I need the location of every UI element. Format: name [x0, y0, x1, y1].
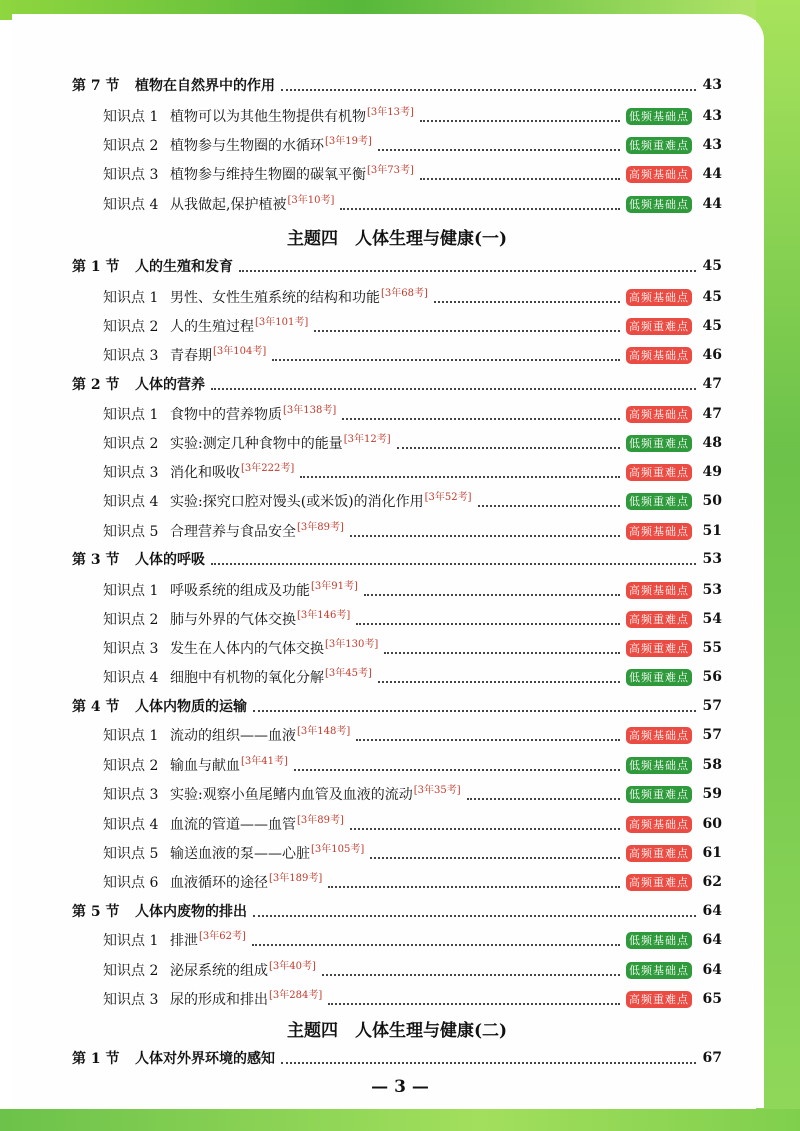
section-number: 第 1 节 [72, 259, 120, 275]
exam-frequency-note: [3年41考] [241, 755, 288, 767]
dot-leader [378, 149, 620, 151]
toc-section-row[interactable] [72, 72, 722, 98]
toc-knowledge-point-row[interactable] [103, 781, 722, 807]
page-number: 65 [702, 991, 722, 1007]
knowledge-point-number: 知识点 1 [103, 583, 159, 599]
knowledge-point-number: 知识点 2 [103, 436, 159, 452]
dot-leader [378, 681, 620, 683]
page-number: 58 [702, 757, 722, 773]
dot-leader [356, 739, 620, 741]
toc-knowledge-point-row[interactable] [103, 752, 722, 778]
knowledge-point-number: 知识点 5 [103, 524, 159, 540]
page-number: 61 [702, 845, 722, 861]
knowledge-point-number: 知识点 3 [103, 348, 159, 364]
dot-leader [328, 1003, 620, 1005]
page-number: 48 [702, 435, 722, 451]
page-number: 44 [702, 196, 722, 212]
dot-leader [420, 178, 620, 180]
exam-frequency-note: [3年40考] [269, 960, 316, 972]
toc-knowledge-point-row[interactable] [103, 313, 722, 339]
dot-leader [478, 505, 620, 507]
exam-frequency-note: [3年73考] [367, 164, 414, 176]
knowledge-point-title: 呼吸系统的组成及功能 [170, 583, 310, 599]
knowledge-point-title: 男性、女性生殖系统的结构和功能 [170, 290, 380, 306]
knowledge-point-title: 细胞中有机物的氧化分解 [170, 670, 324, 686]
knowledge-point-title: 输送血液的泵——心脏 [170, 846, 310, 862]
knowledge-point-title: 流动的组织——血液 [170, 728, 296, 744]
difficulty-badge: 低频重难点 [626, 669, 692, 686]
section-title: 人体对外界环境的感知 [135, 1051, 275, 1067]
dot-leader [434, 301, 620, 303]
page-number: 47 [702, 376, 722, 392]
difficulty-badge: 高频重难点 [626, 874, 692, 891]
dot-leader [253, 915, 696, 917]
knowledge-point-title: 实验:探究口腔对馒头(或米饭)的消化作用 [170, 494, 424, 510]
difficulty-badge: 低频基础点 [626, 108, 692, 125]
exam-frequency-note: [3年101考] [255, 316, 309, 328]
exam-frequency-note: [3年146考] [297, 609, 351, 621]
dot-leader [252, 944, 620, 946]
section-number: 第 2 节 [72, 377, 120, 393]
page-number: 62 [702, 874, 722, 890]
toc-knowledge-point-row[interactable] [103, 986, 722, 1012]
toc-knowledge-point-row[interactable] [103, 635, 722, 661]
dot-leader [384, 652, 620, 654]
difficulty-badge: 高频基础点 [626, 347, 692, 364]
difficulty-badge: 低频基础点 [626, 932, 692, 949]
difficulty-badge: 高频重难点 [626, 845, 692, 862]
knowledge-point-number: 知识点 4 [103, 817, 159, 833]
page-number: 47 [702, 406, 722, 422]
knowledge-point-title: 消化和吸收 [170, 465, 240, 481]
difficulty-badge: 高频重难点 [626, 318, 692, 335]
knowledge-point-number: 知识点 5 [103, 846, 159, 862]
section-number: 第 4 节 [72, 699, 120, 715]
knowledge-point-number: 知识点 2 [103, 612, 159, 628]
dot-leader [300, 476, 620, 478]
knowledge-point-number: 知识点 1 [103, 933, 159, 949]
dot-leader [340, 208, 620, 210]
page-number: 64 [702, 932, 722, 948]
toc-knowledge-point-row[interactable] [103, 488, 722, 514]
toc-knowledge-point-row[interactable] [103, 191, 722, 217]
exam-frequency-note: [3年52考] [424, 491, 472, 503]
toc-knowledge-point-row[interactable] [103, 161, 722, 187]
toc-knowledge-point-row[interactable] [103, 342, 722, 368]
dot-leader [397, 447, 620, 449]
knowledge-point-title: 输血与献血 [170, 758, 240, 774]
dot-leader [342, 418, 620, 420]
dot-leader [356, 623, 620, 625]
difficulty-badge: 低频重难点 [626, 493, 692, 510]
page-number: 54 [702, 611, 722, 627]
toc-section-row[interactable] [72, 693, 722, 719]
toc-knowledge-point-row[interactable] [103, 132, 722, 158]
knowledge-point-title: 食物中的营养物质 [170, 407, 282, 423]
knowledge-point-number: 知识点 4 [103, 670, 159, 686]
toc-knowledge-point-row[interactable] [103, 811, 722, 837]
difficulty-badge: 高频基础点 [626, 523, 692, 540]
page-number: 45 [702, 258, 722, 274]
page-number: 57 [702, 727, 722, 743]
page-number: 45 [702, 289, 722, 305]
toc-knowledge-point-row[interactable] [103, 518, 722, 544]
toc-knowledge-point-row[interactable] [103, 869, 722, 895]
page-number: 44 [702, 166, 722, 182]
difficulty-badge: 高频基础点 [626, 406, 692, 423]
knowledge-point-title: 尿的形成和排出 [170, 992, 268, 1008]
dot-leader [314, 330, 620, 332]
exam-frequency-note: [3年104考] [213, 345, 267, 357]
exam-frequency-note: [3年148考] [297, 725, 351, 737]
page-number: 55 [702, 640, 722, 656]
dot-leader [294, 769, 620, 771]
knowledge-point-number: 知识点 1 [103, 407, 159, 423]
knowledge-point-title: 血流的管道——血管 [170, 817, 296, 833]
difficulty-badge: 高频基础点 [626, 816, 692, 833]
exam-frequency-note: [3年89考] [297, 521, 344, 533]
section-title: 人体内物质的运输 [135, 699, 247, 715]
section-title: 人体内废物的排出 [135, 904, 247, 920]
knowledge-point-title: 人的生殖过程 [170, 319, 254, 335]
toc-section-row[interactable] [72, 898, 722, 924]
footer-page-number: — 3 — [371, 1077, 429, 1097]
page-number: 51 [702, 523, 722, 539]
dot-leader [364, 594, 620, 596]
exam-frequency-note: [3年62考] [199, 930, 246, 942]
knowledge-point-title: 合理营养与食品安全 [170, 524, 296, 540]
exam-frequency-note: [3年68考] [381, 287, 428, 299]
exam-frequency-note: [3年105考] [311, 843, 365, 855]
knowledge-point-title: 血液循环的途径 [170, 875, 268, 891]
toc-section-row[interactable] [72, 371, 722, 397]
difficulty-badge: 高频重难点 [626, 640, 692, 657]
dot-leader [272, 359, 620, 361]
difficulty-badge: 高频重难点 [626, 991, 692, 1008]
knowledge-point-title: 实验:测定几种食物中的能量 [170, 436, 343, 452]
page-number: 67 [702, 1050, 722, 1066]
dot-leader [328, 886, 620, 888]
knowledge-point-title: 植物参与维持生物圈的碳氧平衡 [170, 167, 366, 183]
dot-leader [350, 828, 620, 830]
section-number: 第 1 节 [72, 1051, 120, 1067]
exam-frequency-note: [3年12考] [343, 433, 391, 445]
exam-frequency-note: [3年10考] [287, 194, 335, 206]
theme-heading: 主题四 人体生理与健康(二) [286, 1021, 508, 1041]
exam-frequency-note: [3年89考] [297, 814, 344, 826]
difficulty-badge: 低频重难点 [626, 137, 692, 154]
difficulty-badge: 高频重难点 [626, 611, 692, 628]
toc-knowledge-point-row[interactable] [103, 957, 722, 983]
exam-frequency-note: [3年130考] [325, 638, 379, 650]
page-number: 64 [702, 903, 722, 919]
knowledge-point-number: 知识点 4 [103, 197, 159, 213]
knowledge-point-number: 知识点 1 [103, 728, 159, 744]
section-number: 第 5 节 [72, 904, 120, 920]
knowledge-point-title: 排泄 [170, 933, 198, 949]
toc-section-row[interactable] [72, 1045, 722, 1071]
difficulty-badge: 低频重难点 [626, 435, 692, 452]
knowledge-point-number: 知识点 2 [103, 963, 159, 979]
toc-knowledge-point-row[interactable] [103, 577, 722, 603]
knowledge-point-title: 肺与外界的气体交换 [170, 612, 296, 628]
dot-leader [350, 535, 620, 537]
knowledge-point-title: 实验:观察小鱼尾鳍内血管及血液的流动 [170, 787, 413, 803]
difficulty-badge: 低频重难点 [626, 786, 692, 803]
page-number: 59 [702, 786, 722, 802]
knowledge-point-number: 知识点 1 [103, 290, 159, 306]
exam-frequency-note: [3年284考] [269, 989, 323, 1001]
knowledge-point-title: 青春期 [170, 348, 212, 364]
dot-leader [370, 857, 620, 859]
knowledge-point-title: 发生在人体内的气体交换 [170, 641, 324, 657]
page-number: 53 [702, 551, 722, 567]
toc-knowledge-point-row[interactable] [103, 927, 722, 953]
dot-leader [211, 388, 696, 390]
dot-leader [420, 120, 620, 122]
page-number: 43 [702, 77, 722, 93]
toc-knowledge-point-row[interactable] [103, 103, 722, 129]
difficulty-badge: 高频基础点 [626, 166, 692, 183]
toc-knowledge-point-row[interactable] [103, 722, 722, 748]
page-number: 53 [702, 582, 722, 598]
difficulty-badge: 低频基础点 [626, 196, 692, 213]
toc-section-row[interactable] [72, 546, 722, 572]
section-title: 人体的呼吸 [135, 552, 205, 568]
difficulty-badge: 高频基础点 [626, 289, 692, 306]
difficulty-badge: 高频基础点 [626, 582, 692, 599]
exam-frequency-note: [3年35考] [413, 784, 461, 796]
page-number: 46 [702, 347, 722, 363]
knowledge-point-number: 知识点 1 [103, 109, 159, 125]
page-number: 45 [702, 318, 722, 334]
green-frame-bottom [0, 1109, 800, 1131]
difficulty-badge: 低频基础点 [626, 757, 692, 774]
section-title: 人体的营养 [135, 377, 205, 393]
dot-leader [253, 710, 696, 712]
dot-leader [467, 798, 620, 800]
dot-leader [281, 1062, 696, 1064]
toc-knowledge-point-row[interactable] [103, 401, 722, 427]
toc-knowledge-point-row[interactable] [103, 664, 722, 690]
section-title: 植物在自然界中的作用 [135, 78, 275, 94]
theme-heading: 主题四 人体生理与健康(一) [286, 229, 508, 249]
toc-knowledge-point-row[interactable] [103, 459, 722, 485]
knowledge-point-title: 泌尿系统的组成 [170, 963, 268, 979]
exam-frequency-note: [3年45考] [325, 667, 372, 679]
page-number: 43 [702, 137, 722, 153]
toc-knowledge-point-row[interactable] [103, 840, 722, 866]
knowledge-point-title: 从我做起,保护植被 [170, 197, 287, 213]
knowledge-point-number: 知识点 3 [103, 167, 159, 183]
knowledge-point-number: 知识点 2 [103, 319, 159, 335]
knowledge-point-number: 知识点 2 [103, 758, 159, 774]
exam-frequency-note: [3年13考] [367, 106, 414, 118]
dot-leader [281, 89, 696, 91]
page-number: 49 [702, 464, 722, 480]
page-number: 64 [702, 962, 722, 978]
dot-leader [211, 563, 696, 565]
page-number: 56 [702, 669, 722, 685]
knowledge-point-title: 植物参与生物圈的水循环 [170, 138, 324, 154]
page-number: 43 [702, 108, 722, 124]
section-title: 人的生殖和发育 [135, 259, 233, 275]
section-number: 第 3 节 [72, 552, 120, 568]
toc-section-row[interactable] [72, 253, 722, 279]
section-number: 第 7 节 [72, 78, 120, 94]
difficulty-badge: 高频基础点 [626, 727, 692, 744]
page-number: 60 [702, 816, 722, 832]
knowledge-point-title: 植物可以为其他生物提供有机物 [170, 109, 366, 125]
knowledge-point-number: 知识点 3 [103, 465, 159, 481]
knowledge-point-number: 知识点 3 [103, 787, 159, 803]
difficulty-badge: 高频重难点 [626, 464, 692, 481]
knowledge-point-number: 知识点 3 [103, 992, 159, 1008]
difficulty-badge: 低频基础点 [626, 962, 692, 979]
exam-frequency-note: [3年138考] [283, 404, 337, 416]
knowledge-point-number: 知识点 3 [103, 641, 159, 657]
page-number: 50 [702, 493, 722, 509]
toc-knowledge-point-row[interactable] [103, 430, 722, 456]
exam-frequency-note: [3年91考] [311, 580, 358, 592]
exam-frequency-note: [3年222考] [241, 462, 295, 474]
toc-knowledge-point-row[interactable] [103, 284, 722, 310]
knowledge-point-number: 知识点 2 [103, 138, 159, 154]
dot-leader [322, 974, 620, 976]
dot-leader [239, 270, 696, 272]
page-number: 57 [702, 698, 722, 714]
knowledge-point-number: 知识点 4 [103, 494, 159, 510]
toc-knowledge-point-row[interactable] [103, 606, 722, 632]
exam-frequency-note: [3年19考] [325, 135, 372, 147]
exam-frequency-note: [3年189考] [269, 872, 323, 884]
knowledge-point-number: 知识点 6 [103, 875, 159, 891]
